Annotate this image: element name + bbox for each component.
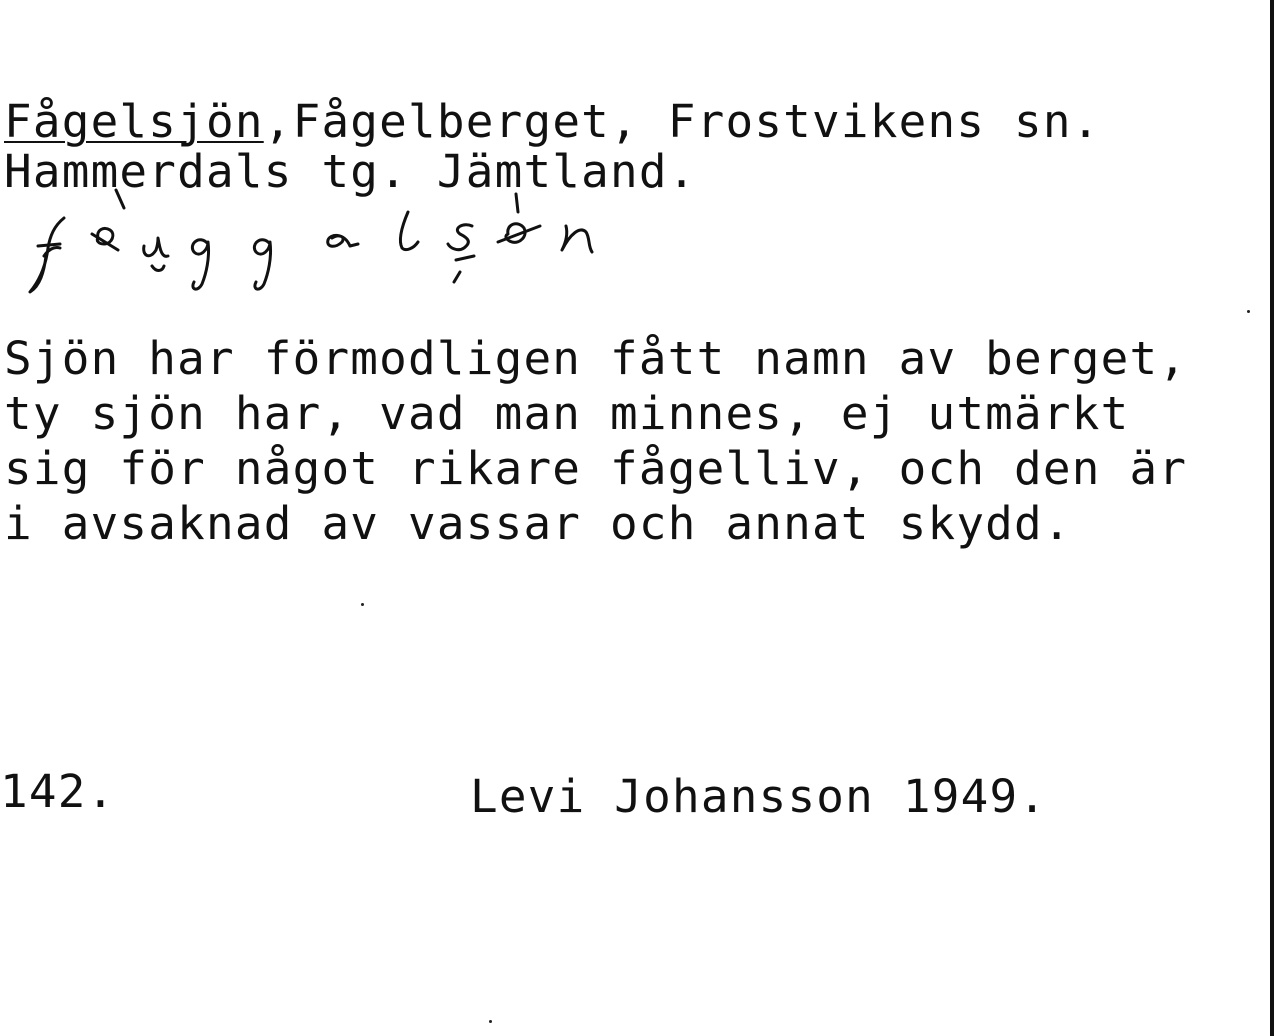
heading-location: ,Fågelberget, Frostvikens sn. — [263, 95, 1101, 148]
scan-speck — [1247, 310, 1250, 313]
body-line-3: sig för något rikare fågelliv, och den är — [4, 442, 1188, 495]
signature: Levi Johansson 1949. — [470, 770, 1048, 823]
handwritten-pronunciation — [20, 186, 720, 306]
scan-speck — [489, 1020, 492, 1023]
card-number: 142. — [0, 765, 116, 818]
heading-line-2: Hammerdals tg. Jämtland. — [4, 145, 697, 198]
body-line-2: ty sjön har, vad man minnes, ej utmärkt — [4, 387, 1130, 440]
body-line-4: i avsaknad av vassar och annat skydd. — [4, 497, 1072, 550]
place-name: Fågelsjön — [4, 95, 264, 148]
body-line-1: Sjön har förmodligen fått namn av berget, — [4, 332, 1188, 385]
heading-line-1 — [4, 96, 1101, 148]
scan-speck — [361, 603, 364, 606]
card-edge-border — [1270, 0, 1274, 1036]
